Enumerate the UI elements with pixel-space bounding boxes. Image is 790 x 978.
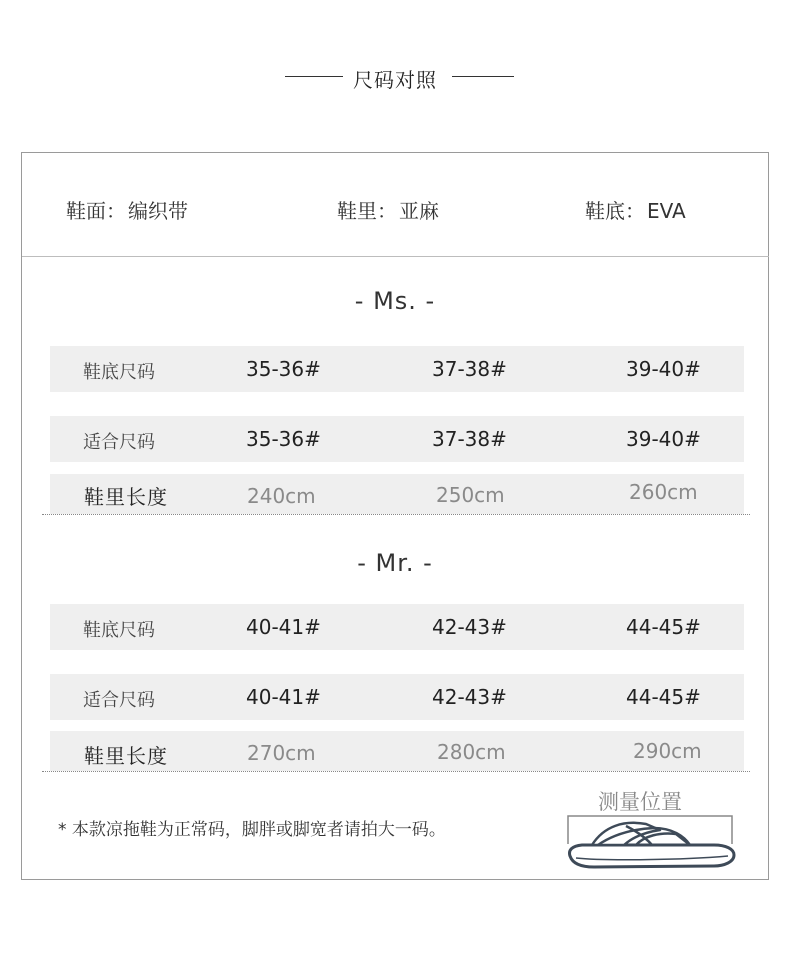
table-row-ms-sole-size bbox=[50, 346, 744, 392]
table-row-mr-fit-size bbox=[50, 674, 744, 720]
material-upper bbox=[66, 195, 188, 224]
page-header bbox=[0, 62, 790, 92]
size-cell: 42-43# bbox=[432, 615, 507, 639]
size-cell: 37-38# bbox=[432, 357, 507, 381]
size-cell: 35-36# bbox=[246, 357, 321, 381]
material-upper-label: 鞋面： bbox=[66, 199, 126, 223]
length-cell: 240cm bbox=[247, 484, 316, 508]
size-cell: 44-45# bbox=[626, 685, 701, 709]
table-row-ms-inner-length bbox=[50, 474, 744, 514]
row-label: 适合尺码 bbox=[83, 432, 155, 453]
size-cell: 44-45# bbox=[626, 615, 701, 639]
length-cell: 270cm bbox=[247, 741, 316, 765]
slipper-icon bbox=[564, 814, 738, 874]
row-label: 鞋里长度 bbox=[84, 485, 168, 509]
size-cell: 40-41# bbox=[246, 685, 321, 709]
material-lining-label: 鞋里： bbox=[337, 199, 397, 223]
table-row-mr-sole-size bbox=[50, 604, 744, 650]
dotted-divider bbox=[42, 514, 750, 515]
size-cell: 37-38# bbox=[432, 427, 507, 451]
section-title-ms: - Ms. - bbox=[354, 287, 436, 315]
length-cell: 280cm bbox=[437, 740, 506, 764]
sizing-note: * 本款凉拖鞋为正常码，脚胖或脚宽者请拍大一码。 bbox=[58, 820, 446, 840]
row-label: 鞋底尺码 bbox=[83, 620, 155, 641]
material-sole bbox=[585, 195, 686, 224]
material-lining bbox=[337, 195, 439, 224]
length-cell: 250cm bbox=[436, 483, 505, 507]
size-cell: 39-40# bbox=[626, 357, 701, 381]
row-label: 鞋里长度 bbox=[84, 744, 168, 768]
material-lining-value: 亚麻 bbox=[399, 199, 439, 223]
table-row-mr-inner-length bbox=[50, 731, 744, 771]
size-cell: 40-41# bbox=[246, 615, 321, 639]
size-cell: 42-43# bbox=[432, 685, 507, 709]
measure-position-label: 测量位置 bbox=[598, 790, 682, 814]
size-cell: 39-40# bbox=[626, 427, 701, 451]
page-title: 尺码对照 bbox=[353, 68, 437, 92]
length-cell: 290cm bbox=[633, 739, 702, 763]
material-sole-label: 鞋底： bbox=[585, 199, 645, 223]
material-sole-value: EVA bbox=[647, 199, 686, 223]
size-cell: 35-36# bbox=[246, 427, 321, 451]
material-upper-value: 编织带 bbox=[128, 199, 188, 223]
row-label: 适合尺码 bbox=[83, 690, 155, 711]
section-title-mr: - Mr. - bbox=[357, 549, 433, 577]
dotted-divider bbox=[42, 771, 750, 772]
length-cell: 260cm bbox=[629, 480, 698, 504]
materials-divider bbox=[22, 256, 769, 257]
row-label: 鞋底尺码 bbox=[83, 362, 155, 383]
table-row-ms-fit-size bbox=[50, 416, 744, 462]
title-right-rule bbox=[452, 76, 514, 77]
